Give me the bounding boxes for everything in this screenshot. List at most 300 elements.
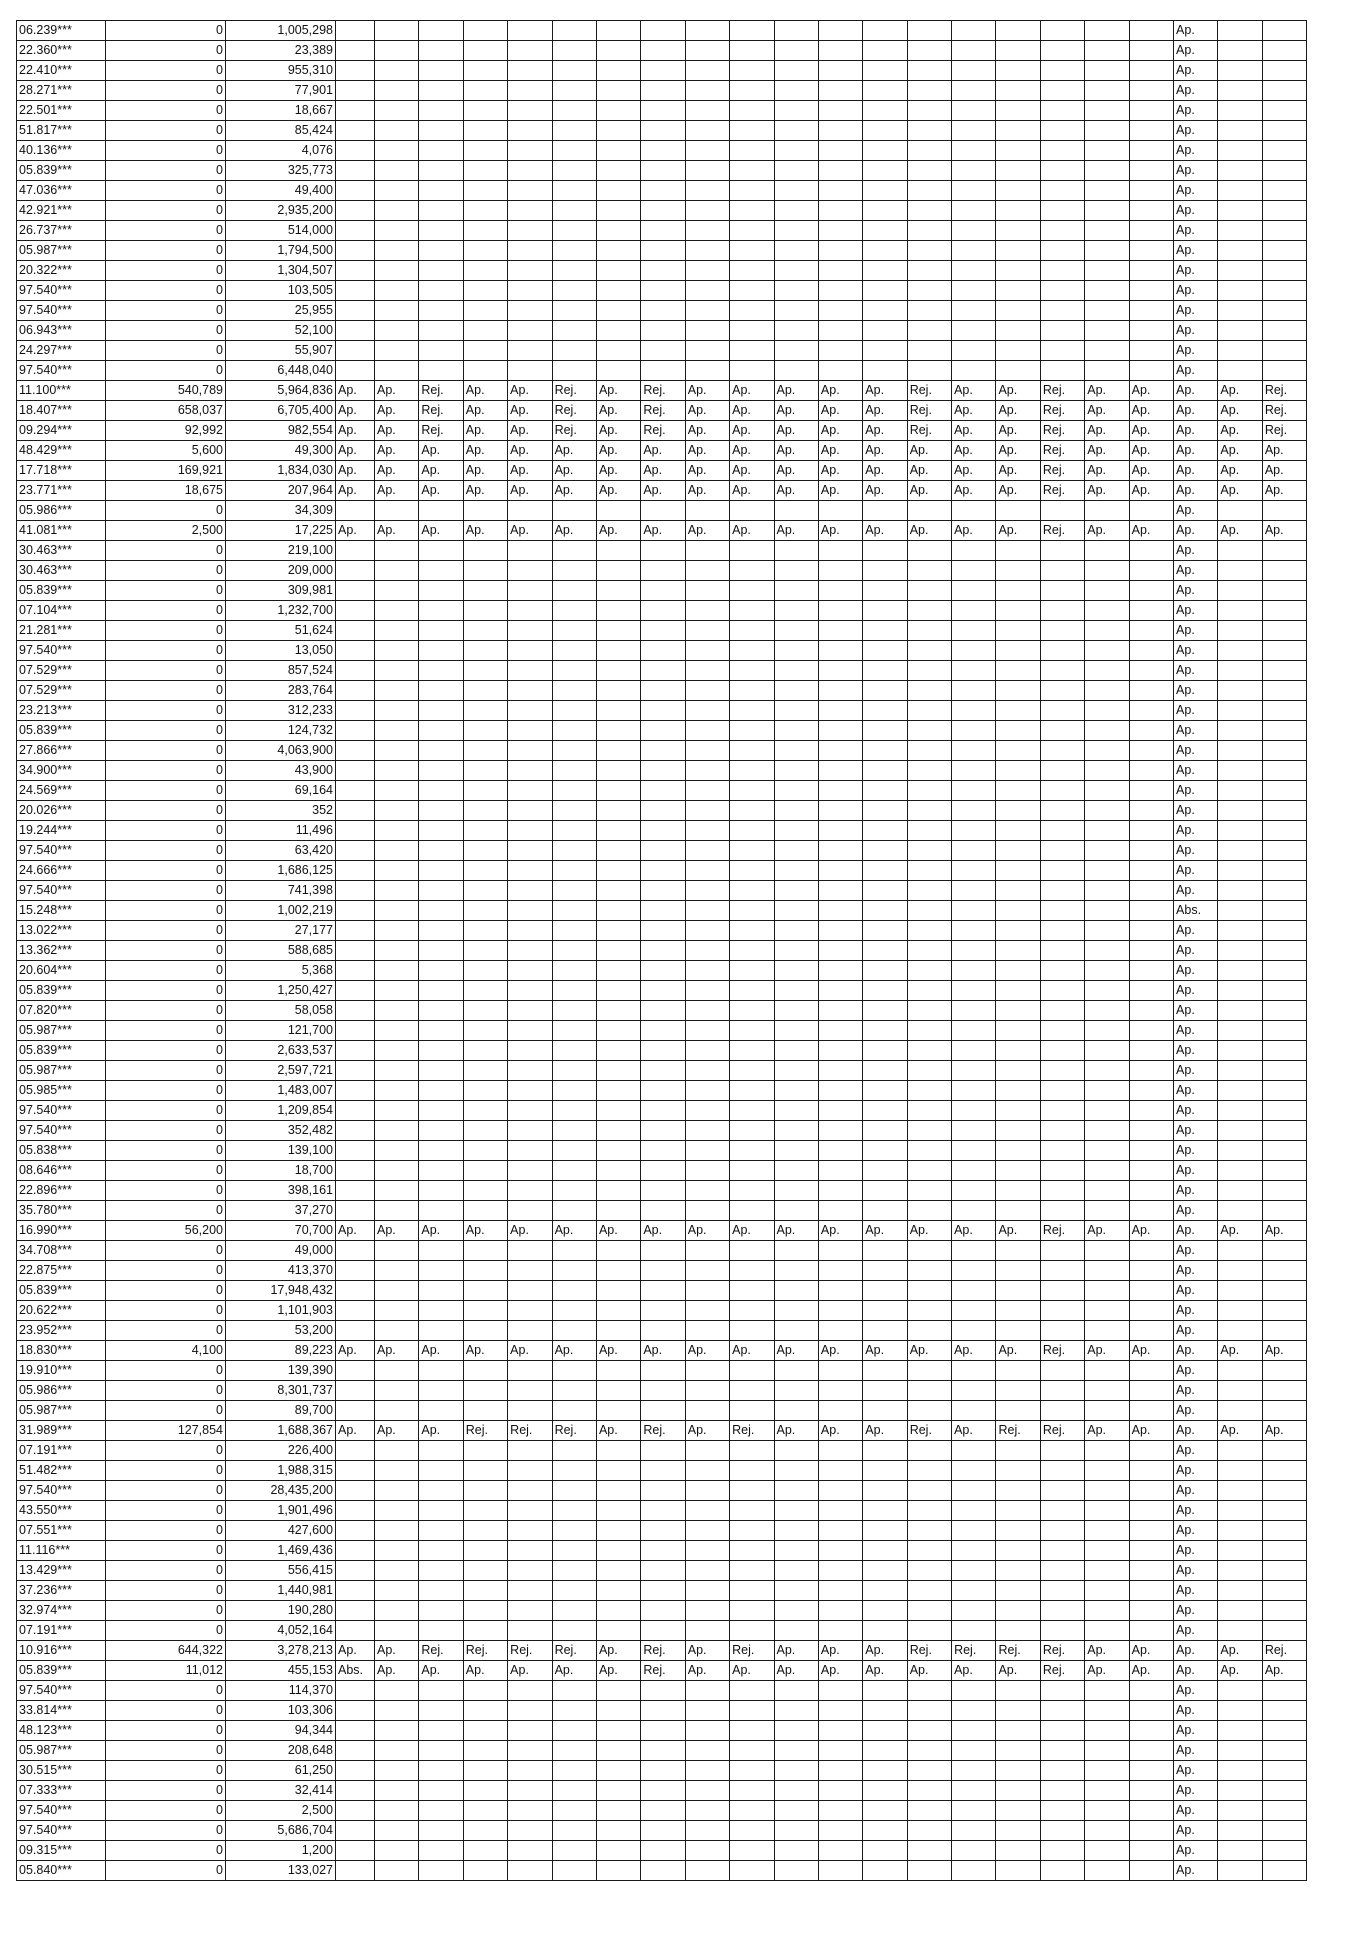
vote-cell (336, 1721, 375, 1741)
vote-cell (552, 1681, 596, 1701)
vote-cell (552, 1181, 596, 1201)
vote-cell (774, 681, 818, 701)
vote-cell (1218, 1741, 1262, 1761)
vote-cell (907, 1101, 951, 1121)
vote-cell (463, 1161, 507, 1181)
vote-cell (336, 1741, 375, 1761)
vote-cell (1129, 1681, 1173, 1701)
vote-cell (1262, 1401, 1306, 1421)
vote-cell: Ap. (336, 1221, 375, 1241)
vote-cell: Ap. (641, 481, 685, 501)
amount-b-cell: 312,233 (226, 701, 336, 721)
vote-cell (1218, 1861, 1262, 1881)
vote-cell (1040, 961, 1084, 981)
amount-b-cell: 1,005,298 (226, 21, 336, 41)
table-row (17, 1381, 1307, 1401)
vote-cell (1218, 1561, 1262, 1581)
vote-cell (996, 861, 1040, 881)
vote-cell (463, 701, 507, 721)
table-row (17, 481, 1307, 501)
vote-cell: Rej. (1040, 381, 1084, 401)
vote-cell (1085, 1281, 1129, 1301)
vote-cell (336, 161, 375, 181)
vote-cell (336, 21, 375, 41)
vote-cell: Ap. (730, 461, 774, 481)
vote-cell (641, 101, 685, 121)
amount-a-cell: 4,100 (106, 1341, 226, 1361)
amount-a-cell: 0 (106, 1021, 226, 1041)
vote-cell (508, 1801, 552, 1821)
row-id-cell: 06.239*** (17, 21, 106, 41)
vote-cell (952, 701, 996, 721)
vote-cell (508, 121, 552, 141)
vote-cell: Ap. (1174, 921, 1218, 941)
vote-cell: Ap. (863, 481, 907, 501)
vote-cell (641, 81, 685, 101)
vote-cell (1262, 861, 1306, 881)
vote-cell (1129, 621, 1173, 641)
vote-cell (1129, 961, 1173, 981)
vote-cell (863, 681, 907, 701)
vote-cell (1218, 741, 1262, 761)
vote-cell (1040, 281, 1084, 301)
vote-cell (996, 281, 1040, 301)
vote-cell (596, 961, 640, 981)
vote-cell (730, 601, 774, 621)
vote-cell (1040, 1181, 1084, 1201)
vote-cell (508, 1081, 552, 1101)
vote-cell (641, 981, 685, 1001)
vote-cell (907, 1041, 951, 1061)
vote-cell (508, 161, 552, 181)
vote-cell (1262, 1701, 1306, 1721)
vote-cell (863, 1001, 907, 1021)
vote-cell (907, 541, 951, 561)
vote-cell (336, 1401, 375, 1421)
vote-cell (996, 1781, 1040, 1801)
vote-cell (375, 1521, 419, 1541)
vote-cell (463, 1301, 507, 1321)
table-row (17, 801, 1307, 821)
vote-cell (1040, 141, 1084, 161)
vote-cell (863, 221, 907, 241)
vote-cell (996, 1081, 1040, 1101)
vote-cell (419, 1041, 463, 1061)
vote-cell (774, 581, 818, 601)
vote-cell: Ap. (463, 401, 507, 421)
vote-cell (685, 1181, 729, 1201)
vote-cell (596, 181, 640, 201)
vote-cell: Rej. (641, 1421, 685, 1441)
vote-cell (863, 321, 907, 341)
vote-cell (1129, 281, 1173, 301)
vote-cell: Ap. (552, 481, 596, 501)
vote-cell (685, 1601, 729, 1621)
vote-cell: Rej. (419, 1641, 463, 1661)
vote-cell (818, 1721, 862, 1741)
vote-cell (1262, 741, 1306, 761)
row-id-cell: 23.952*** (17, 1321, 106, 1341)
vote-cell (1085, 641, 1129, 661)
vote-cell: Ap. (774, 1661, 818, 1681)
vote-cell (730, 1361, 774, 1381)
vote-cell (818, 141, 862, 161)
vote-cell (863, 781, 907, 801)
vote-cell (463, 241, 507, 261)
vote-cell: Ap. (1085, 421, 1129, 441)
vote-cell (375, 581, 419, 601)
amount-b-cell: 588,685 (226, 941, 336, 961)
vote-cell: Ap. (596, 401, 640, 421)
vote-cell (730, 1381, 774, 1401)
vote-cell: Ap. (596, 1421, 640, 1441)
row-id-cell: 06.943*** (17, 321, 106, 341)
vote-cell: Ap. (685, 421, 729, 441)
vote-cell (818, 1181, 862, 1201)
vote-cell (1085, 981, 1129, 1001)
vote-cell (641, 1181, 685, 1201)
vote-cell (596, 221, 640, 241)
vote-cell: Ap. (1174, 181, 1218, 201)
vote-cell (1218, 1841, 1262, 1861)
row-id-cell: 16.990*** (17, 1221, 106, 1241)
vote-cell: Ap. (463, 461, 507, 481)
vote-cell (1085, 1781, 1129, 1801)
vote-cell (1040, 1361, 1084, 1381)
vote-cell: Ap. (1174, 541, 1218, 561)
vote-cell: Rej. (552, 401, 596, 421)
vote-cell (463, 141, 507, 161)
vote-cell (375, 1741, 419, 1761)
table-row (17, 241, 1307, 261)
amount-b-cell: 1,901,496 (226, 1501, 336, 1521)
table-row (17, 1581, 1307, 1601)
amount-b-cell: 58,058 (226, 1001, 336, 1021)
vote-cell (375, 1721, 419, 1741)
vote-cell (641, 881, 685, 901)
vote-cell (730, 1781, 774, 1801)
vote-cell (730, 1701, 774, 1721)
amount-a-cell: 0 (106, 201, 226, 221)
vote-cell (818, 1261, 862, 1281)
vote-cell: Ap. (1174, 1301, 1218, 1321)
vote-cell: Ap. (818, 381, 862, 401)
amount-b-cell: 5,686,704 (226, 1821, 336, 1841)
table-row (17, 921, 1307, 941)
vote-cell: Rej. (952, 1641, 996, 1661)
vote-cell (596, 921, 640, 941)
vote-cell (596, 861, 640, 881)
vote-cell (508, 561, 552, 581)
vote-cell (952, 1301, 996, 1321)
vote-cell (375, 321, 419, 341)
vote-cell (685, 1021, 729, 1041)
vote-cell (596, 341, 640, 361)
vote-cell: Rej. (907, 401, 951, 421)
vote-cell (1129, 1281, 1173, 1301)
vote-cell (730, 1541, 774, 1561)
vote-cell (1040, 1621, 1084, 1641)
vote-cell (774, 941, 818, 961)
vote-cell (730, 641, 774, 661)
row-id-cell: 05.986*** (17, 1381, 106, 1401)
vote-cell (508, 101, 552, 121)
vote-cell (641, 1461, 685, 1481)
vote-cell (1040, 801, 1084, 821)
vote-cell (463, 161, 507, 181)
vote-cell (508, 921, 552, 941)
vote-cell (1129, 1541, 1173, 1561)
vote-cell (730, 1321, 774, 1341)
row-id-cell: 05.839*** (17, 581, 106, 601)
vote-cell (907, 1401, 951, 1421)
amount-b-cell: 283,764 (226, 681, 336, 701)
vote-cell (952, 1121, 996, 1141)
vote-cell (907, 561, 951, 581)
vote-cell: Rej. (1040, 521, 1084, 541)
vote-cell (1262, 1481, 1306, 1501)
vote-cell (730, 961, 774, 981)
amount-a-cell: 0 (106, 841, 226, 861)
vote-cell: Ap. (1174, 1681, 1218, 1701)
amount-a-cell: 0 (106, 1441, 226, 1461)
vote-cell: Ap. (1262, 521, 1306, 541)
vote-cell (685, 841, 729, 861)
vote-cell (596, 1761, 640, 1781)
vote-cell: Ap. (508, 521, 552, 541)
vote-cell (596, 741, 640, 761)
vote-cell: Ap. (1174, 1721, 1218, 1741)
vote-cell (552, 1401, 596, 1421)
vote-cell: Ap. (1174, 1421, 1218, 1441)
vote-cell: Ap. (774, 461, 818, 481)
amount-a-cell: 0 (106, 1321, 226, 1341)
vote-cell (375, 1461, 419, 1481)
vote-cell (641, 561, 685, 581)
vote-cell (685, 1521, 729, 1541)
amount-b-cell: 139,100 (226, 1141, 336, 1161)
vote-cell (1218, 541, 1262, 561)
vote-cell (552, 801, 596, 821)
vote-cell: Ap. (375, 1421, 419, 1441)
vote-cell (596, 1021, 640, 1041)
vote-cell (641, 1021, 685, 1041)
vote-cell: Ap. (1174, 461, 1218, 481)
vote-cell (1129, 1061, 1173, 1081)
vote-cell (774, 601, 818, 621)
amount-b-cell: 103,505 (226, 281, 336, 301)
vote-cell: Rej. (1040, 421, 1084, 441)
vote-cell (1040, 561, 1084, 581)
vote-cell (375, 821, 419, 841)
vote-cell (863, 901, 907, 921)
vote-cell (419, 121, 463, 141)
table-row (17, 321, 1307, 341)
amount-a-cell: 0 (106, 601, 226, 621)
vote-cell (419, 1201, 463, 1221)
vote-cell: Ap. (552, 521, 596, 541)
vote-cell: Ap. (336, 481, 375, 501)
amount-b-cell: 1,304,507 (226, 261, 336, 281)
amount-a-cell: 0 (106, 301, 226, 321)
vote-cell (1218, 1501, 1262, 1521)
table-row (17, 1361, 1307, 1381)
vote-cell (1085, 1301, 1129, 1321)
vote-cell (1129, 661, 1173, 681)
vote-cell (1085, 941, 1129, 961)
table-row (17, 761, 1307, 781)
vote-cell (641, 1281, 685, 1301)
vote-cell (730, 581, 774, 601)
vote-cell (1040, 1241, 1084, 1261)
row-id-cell: 22.501*** (17, 101, 106, 121)
vote-cell (774, 1481, 818, 1501)
vote-cell (596, 1721, 640, 1741)
vote-cell: Ap. (596, 461, 640, 481)
vote-cell (463, 81, 507, 101)
vote-cell (463, 321, 507, 341)
vote-cell (1129, 701, 1173, 721)
vote-cell (1218, 281, 1262, 301)
vote-cell (818, 541, 862, 561)
vote-cell (419, 701, 463, 721)
vote-cell (1218, 1081, 1262, 1101)
vote-cell (818, 661, 862, 681)
vote-cell (1040, 661, 1084, 681)
vote-cell (1262, 701, 1306, 721)
amount-a-cell: 0 (106, 121, 226, 141)
vote-cell: Ap. (774, 481, 818, 501)
vote-cell (818, 1481, 862, 1501)
vote-cell (508, 1241, 552, 1261)
vote-cell (818, 221, 862, 241)
vote-cell (685, 1861, 729, 1881)
vote-cell (463, 921, 507, 941)
vote-cell (1085, 561, 1129, 581)
vote-cell: Ap. (1174, 1321, 1218, 1341)
vote-cell (907, 1521, 951, 1541)
table-row (17, 101, 1307, 121)
vote-cell (508, 801, 552, 821)
vote-cell (1218, 841, 1262, 861)
vote-cell (952, 1601, 996, 1621)
vote-cell: Ap. (818, 481, 862, 501)
vote-cell (508, 761, 552, 781)
row-id-cell: 13.362*** (17, 941, 106, 961)
vote-cell (818, 1301, 862, 1321)
vote-cell (1262, 1841, 1306, 1861)
vote-cell (419, 881, 463, 901)
vote-cell: Ap. (818, 1661, 862, 1681)
vote-cell (508, 321, 552, 341)
vote-cell (463, 641, 507, 661)
vote-cell (336, 1601, 375, 1621)
vote-cell (1040, 1761, 1084, 1781)
vote-cell (996, 41, 1040, 61)
vote-cell (952, 601, 996, 621)
vote-cell: Ap. (952, 421, 996, 441)
vote-cell (1218, 221, 1262, 241)
vote-cell (1218, 181, 1262, 201)
row-id-cell: 08.646*** (17, 1161, 106, 1181)
vote-cell (996, 1201, 1040, 1221)
row-id-cell: 28.271*** (17, 81, 106, 101)
vote-cell (907, 741, 951, 761)
vote-cell (596, 821, 640, 841)
amount-a-cell: 5,600 (106, 441, 226, 461)
vote-cell: Ap. (996, 381, 1040, 401)
vote-cell (508, 601, 552, 621)
vote-cell (1218, 561, 1262, 581)
row-id-cell: 19.244*** (17, 821, 106, 841)
vote-cell (952, 501, 996, 521)
vote-cell (863, 241, 907, 261)
vote-cell (641, 741, 685, 761)
vote-cell (863, 41, 907, 61)
vote-cell (1262, 721, 1306, 741)
vote-cell (996, 1681, 1040, 1701)
vote-cell (508, 901, 552, 921)
vote-cell (907, 881, 951, 901)
vote-cell (1129, 941, 1173, 961)
vote-cell (774, 1841, 818, 1861)
vote-cell (1218, 1761, 1262, 1781)
vote-cell: Ap. (774, 1421, 818, 1441)
vote-cell: Ap. (1174, 1261, 1218, 1281)
amount-a-cell: 0 (106, 1601, 226, 1621)
vote-cell: Rej. (641, 421, 685, 441)
vote-cell (863, 1841, 907, 1861)
vote-cell (1218, 941, 1262, 961)
vote-cell (508, 781, 552, 801)
vote-cell (1218, 961, 1262, 981)
vote-cell (508, 881, 552, 901)
vote-cell (552, 601, 596, 621)
vote-cell (952, 1321, 996, 1341)
vote-cell (907, 921, 951, 941)
table-row (17, 441, 1307, 461)
vote-cell (552, 21, 596, 41)
vote-cell (774, 1861, 818, 1881)
vote-cell (996, 1761, 1040, 1781)
vote-cell (641, 1081, 685, 1101)
vote-cell: Rej. (419, 381, 463, 401)
vote-cell (419, 301, 463, 321)
vote-cell: Ap. (1174, 1001, 1218, 1021)
vote-cell (774, 21, 818, 41)
table-row (17, 1241, 1307, 1261)
vote-cell (1040, 881, 1084, 901)
vote-cell: Ap. (685, 521, 729, 541)
row-id-cell: 05.839*** (17, 1041, 106, 1061)
vote-cell (596, 1741, 640, 1761)
vote-cell (730, 721, 774, 741)
vote-cell: Ap. (1218, 1641, 1262, 1661)
vote-cell: Ap. (1174, 561, 1218, 581)
vote-cell (463, 1061, 507, 1081)
vote-cell (336, 1141, 375, 1161)
vote-cell (552, 941, 596, 961)
vote-cell (596, 61, 640, 81)
vote-cell (508, 861, 552, 881)
vote-cell (818, 201, 862, 221)
vote-cell (1040, 1841, 1084, 1861)
amount-a-cell: 0 (106, 1701, 226, 1721)
vote-cell (336, 941, 375, 961)
vote-cell: Ap. (508, 461, 552, 481)
vote-cell: Ap. (419, 1421, 463, 1441)
vote-cell: Ap. (1262, 481, 1306, 501)
